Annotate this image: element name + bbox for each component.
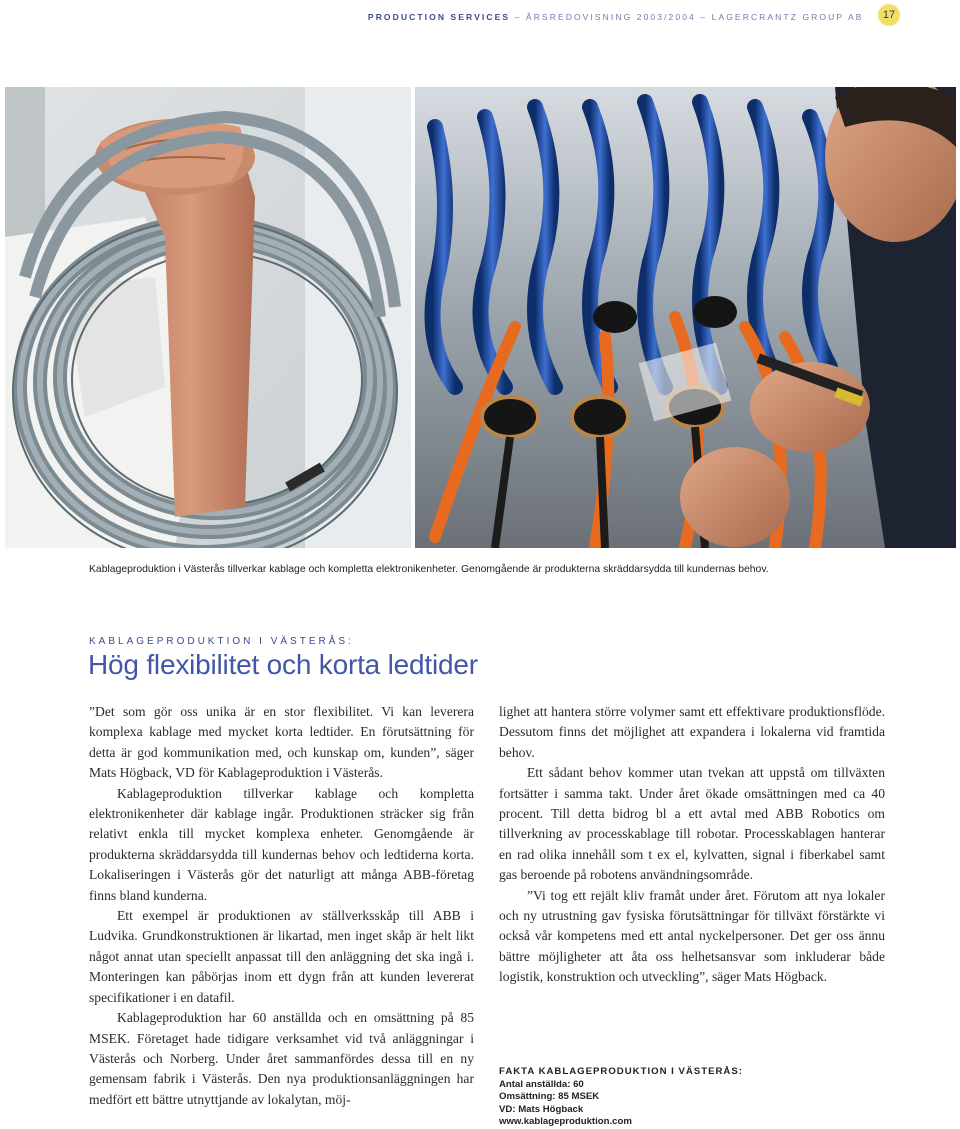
header-company: LAGERCRANTZ GROUP AB	[711, 12, 864, 22]
facts-title: FAKTA KABLAGEPRODUKTION I VÄSTERÅS:	[499, 1066, 743, 1077]
article-column-left	[89, 702, 474, 1110]
facts-revenue: Omsättning: 85 MSEK	[499, 1091, 600, 1102]
facts-website-link[interactable]: www.kablageproduktion.com	[499, 1116, 632, 1127]
photo-caption: Kablageproduktion i Västerås tillverkar kablage och kompletta elektronikenheter. Genomgående är produkterna skräddarsydda till kundernas behov.	[89, 564, 769, 575]
article-kicker: KABLAGEPRODUKTION I VÄSTERÅS:	[89, 636, 354, 647]
paragraph: ”Det som gör oss unika är en stor flexibilitet. Vi kan leverera komplexa kablage med mycket korta ledtider. En förutsättning för detta är god kommunikation med, och kunskap om, kunden”, säger Mats Högback, VD för Kablageproduktion i Västerås.	[89, 704, 474, 781]
header-separator: –	[514, 12, 522, 22]
header-section: PRODUCTION SERVICES	[367, 12, 511, 22]
running-header	[368, 8, 904, 26]
header-report: ÅRSREDOVISNING 2003/2004	[525, 12, 696, 22]
facts-employees: Antal anställda: 60	[499, 1078, 584, 1090]
article-title: Hög flexibilitet och korta ledtider	[88, 649, 478, 680]
photo-cable-coil	[5, 87, 411, 548]
paragraph: Kablageproduktion tillverkar kablage och kompletta elektronikenheter där kablage ingår. Produktionen sträcker sig från relativt enkla till mycket komplexa enheter. Genomgående är produkterna skräddarsydda till kundernas behov och ledtiderna korta. Lokaliseringen i Västerås gör det naturligt att många ABB-företag finns bland kunderna.	[89, 785, 474, 903]
paragraph: Kablageproduktion har 60 anställda och en omsättning på 85 MSEK. Företaget hade tidigare verksamhet vid två anläggningar i Västerås och Norberg. Under året sammanfördes dessa till en ny gemensam fabrik i Västerås. Den nya produktionsanläggningen har medfört ett bättre utnyttjande av lokalytan, möj-	[89, 1010, 474, 1107]
article-column-right	[499, 702, 885, 988]
facts-box	[499, 1066, 879, 1129]
facts-ceo: VD: Mats Högback	[499, 1103, 584, 1115]
header-separator: –	[700, 12, 708, 22]
cable-coil-illustration	[5, 87, 411, 548]
photo-cable-assembly	[415, 87, 956, 548]
paragraph: Ett sådant behov kommer utan tvekan att uppstå om tillväxten fortsätter i samma takt. Under året ökade omsättningen med ca 40 procent. Till detta bidrog bl a ett avtal med ABB Robotics om tillverkning av processkablage till robotar. Processkablagen hanterar en rad olika innehåll som t ex el, kylvatten, signal i fiberkabel samt gas beroende på robotens användningsområde.	[499, 765, 885, 883]
paragraph: Ett exempel är produktionen av ställverksskåp till ABB i Ludvika. Grundkonstruktionen är likartad, men inget skåp är helt likt något annat utan speciellt anpassat till den anläggning det ska ingå i. Monteringen kan påbörjas inom ett dygn från att kunden levererat specifikationer i en datafil.	[89, 908, 474, 1005]
paragraph: ”Vi tog ett rejält kliv framåt under året. Förutom att nya lokaler och ny utrustning gav fysiska förutsättningar för tillväxt förstärkte vi också vår kompetens med ett antal nyckelpersoner. Det ger oss ännu bättre möjligheter att åta oss helhetsansvar som inkluderar både logistik, konstruktion och utveckling”, säger Mats Högback.	[499, 887, 885, 985]
cable-assembly-illustration	[415, 87, 956, 548]
page-number-badge: 17	[878, 4, 900, 26]
paragraph: lighet att hantera större volymer samt ett effektivare produktionsflöde. Dessutom finns det möjlighet att expandera i lokalerna vid framtida behov.	[499, 704, 885, 760]
